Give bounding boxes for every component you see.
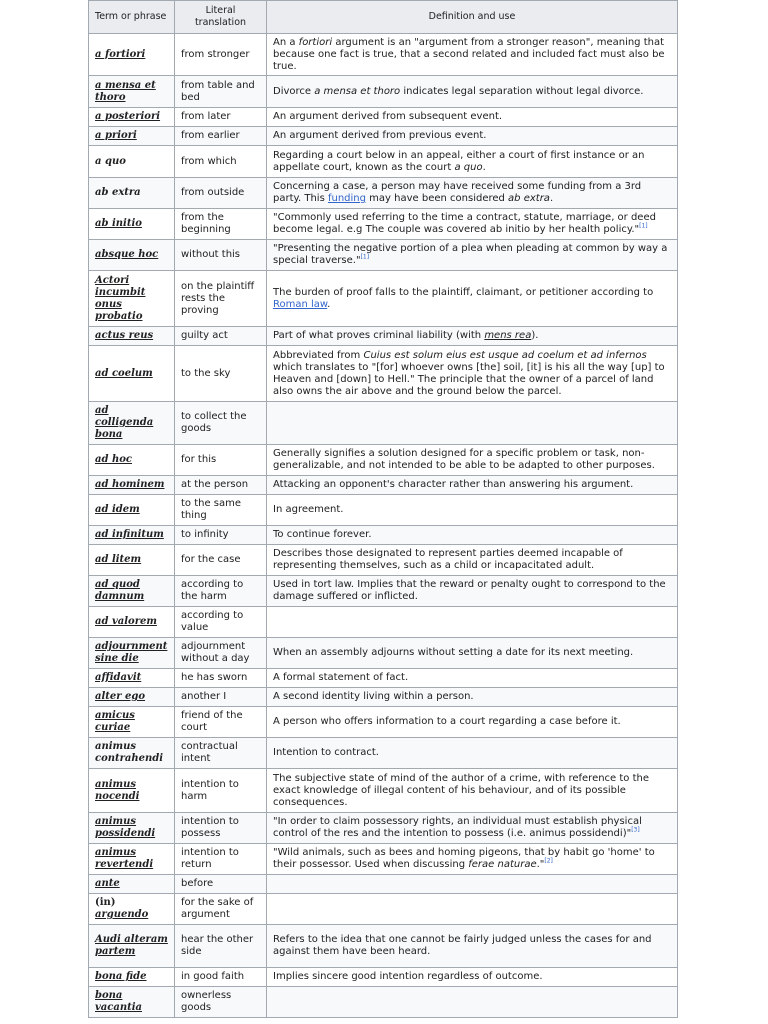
literal-translation: for this xyxy=(175,445,267,476)
table-row xyxy=(89,738,678,769)
table-row xyxy=(89,327,678,346)
table-row xyxy=(89,669,678,688)
definition: "Wild animals, such as bees and homing pigeons, that by habit go 'home' to their possessor. Used when discussing ferae naturae."[2] xyxy=(267,844,678,875)
term-text: a quo xyxy=(89,146,175,178)
definition: The subjective state of mind of the author of a crime, with reference to the exact knowledge of illegal content of his behaviour, and of its possible consequences. xyxy=(267,769,678,813)
citation-link[interactable]: [2] xyxy=(544,857,553,865)
literal-translation: according to the harm xyxy=(175,576,267,607)
definition: A second identity living within a person. xyxy=(267,688,678,707)
term-link[interactable]: animus possidendi xyxy=(89,813,175,844)
term-link[interactable]: ad hoc xyxy=(89,445,175,476)
literal-translation: according to value xyxy=(175,607,267,638)
definition: An a fortiori argument is an "argument from a stronger reason", meaning that because one fact is true, that a second related and included fact must also be true. xyxy=(267,34,678,76)
definition: An argument derived from subsequent event. xyxy=(267,108,678,127)
literal-translation: contractual intent xyxy=(175,738,267,769)
term-link[interactable]: ad coelum xyxy=(89,346,175,402)
table-row xyxy=(89,707,678,738)
term-link[interactable]: a posteriori xyxy=(89,108,175,127)
term-link[interactable]: a mensa et thoro xyxy=(89,76,175,108)
table-row xyxy=(89,34,678,76)
table-row xyxy=(89,402,678,445)
term-link[interactable]: adjournment sine die xyxy=(89,638,175,669)
literal-translation: for the case xyxy=(175,545,267,576)
literal-translation: before xyxy=(175,875,267,894)
term-link[interactable]: ad idem xyxy=(89,495,175,526)
definition xyxy=(267,875,678,894)
table-row xyxy=(89,108,678,127)
definition: Abbreviated from Cuius est solum eius est usque ad coelum et ad infernos which translates to "[for] whoever owns [the] soil, [it] is his all the way [up] to Heaven and [down] to Hell." The principle that the owner of a parcel of land also owns the air above and the ground below the parcel. xyxy=(267,346,678,402)
literal-translation: friend of the court xyxy=(175,707,267,738)
definition: Part of what proves criminal liability (with mens rea). xyxy=(267,327,678,346)
literal-translation: to collect the goods xyxy=(175,402,267,445)
table-row xyxy=(89,76,678,108)
legal-terms-table xyxy=(88,0,678,1018)
term-link[interactable]: ad colligenda bona xyxy=(89,402,175,445)
literal-translation: ownerless goods xyxy=(175,987,267,1018)
literal-translation: from earlier xyxy=(175,127,267,146)
literal-translation: on the plaintiff rests the proving xyxy=(175,271,267,327)
roman-law-link[interactable]: Roman law xyxy=(273,298,328,310)
table-row xyxy=(89,271,678,327)
definition: Intention to contract. xyxy=(267,738,678,769)
mens-rea-link[interactable]: mens rea xyxy=(484,330,532,341)
term-link[interactable]: ante xyxy=(89,875,175,894)
definition: "Commonly used referring to the time a contract, statute, marriage, or deed become legal. e.g The couple was covered ab initio by her health policy."[1] xyxy=(267,209,678,240)
literal-translation: from stronger xyxy=(175,34,267,76)
table-row xyxy=(89,968,678,987)
header-literal: Literal translation xyxy=(175,1,267,34)
definition xyxy=(267,894,678,925)
definition: Attacking an opponent's character rather than answering his argument. xyxy=(267,476,678,495)
table-row xyxy=(89,445,678,476)
definition: To continue forever. xyxy=(267,526,678,545)
definition: "In order to claim possessory rights, an individual must establish physical control of the res and the intention to possess (i.e. animus possidendi)"[3] xyxy=(267,813,678,844)
term-link[interactable]: alter ego xyxy=(89,688,175,707)
definition: Concerning a case, a person may have received some funding from a 3rd party. This funding may have been considered ab extra. xyxy=(267,178,678,209)
citation-link[interactable]: [1] xyxy=(639,222,648,230)
table-row xyxy=(89,925,678,968)
definition: The burden of proof falls to the plaintiff, claimant, or petitioner according to Roman law. xyxy=(267,271,678,327)
table-row xyxy=(89,813,678,844)
table-header-row xyxy=(89,1,678,34)
literal-translation: without this xyxy=(175,240,267,271)
term-link[interactable]: amicus curiae xyxy=(89,707,175,738)
definition: A person who offers information to a court regarding a case before it. xyxy=(267,707,678,738)
term-link[interactable]: animus revertendi xyxy=(89,844,175,875)
literal-translation: from the beginning xyxy=(175,209,267,240)
term-link[interactable]: Actori incumbit onus probatio xyxy=(89,271,175,327)
literal-translation: intention to return xyxy=(175,844,267,875)
literal-translation: from later xyxy=(175,108,267,127)
table-row xyxy=(89,240,678,271)
literal-translation: from outside xyxy=(175,178,267,209)
table-row xyxy=(89,526,678,545)
term-link[interactable]: actus reus xyxy=(89,327,175,346)
literal-translation: at the person xyxy=(175,476,267,495)
literal-translation: adjournment without a day xyxy=(175,638,267,669)
literal-translation: from table and bed xyxy=(175,76,267,108)
table-row xyxy=(89,875,678,894)
table-row xyxy=(89,545,678,576)
definition: A formal statement of fact. xyxy=(267,669,678,688)
term-link[interactable]: a priori xyxy=(89,127,175,146)
table-row xyxy=(89,607,678,638)
citation-link[interactable]: [1] xyxy=(360,253,370,261)
literal-translation: in good faith xyxy=(175,968,267,987)
definition xyxy=(267,402,678,445)
citation-link[interactable]: [3] xyxy=(631,826,640,834)
literal-translation: intention to possess xyxy=(175,813,267,844)
term-link[interactable]: bona vacantia xyxy=(89,987,175,1018)
definition: Refers to the idea that one cannot be fairly judged unless the cases for and against them have been heard. xyxy=(267,925,678,968)
term-text: animus contrahendi xyxy=(89,738,175,769)
definition: An argument derived from previous event. xyxy=(267,127,678,146)
term-link[interactable]: bona fide xyxy=(89,968,175,987)
term-link[interactable]: ad litem xyxy=(89,545,175,576)
definition: Divorce a mensa et thoro indicates legal separation without legal divorce. xyxy=(267,76,678,108)
literal-translation: another I xyxy=(175,688,267,707)
definition: Used in tort law. Implies that the reward or penalty ought to correspond to the damage suffered or inflicted. xyxy=(267,576,678,607)
table-row xyxy=(89,495,678,526)
literal-translation: intention to harm xyxy=(175,769,267,813)
term-link[interactable]: ab initio xyxy=(89,209,175,240)
table-row xyxy=(89,127,678,146)
table-row xyxy=(89,178,678,209)
table-row xyxy=(89,638,678,669)
definition: "Presenting the negative portion of a plea when pleading at common by way a special traverse."[1] xyxy=(267,240,678,271)
term-link[interactable]: affidavit xyxy=(89,669,175,688)
term-link[interactable]: ad valorem xyxy=(89,607,175,638)
term-link[interactable]: ad hominem xyxy=(89,476,175,495)
definition xyxy=(267,607,678,638)
table-row xyxy=(89,476,678,495)
table-row xyxy=(89,769,678,813)
term-link[interactable]: a fortiori xyxy=(89,34,175,76)
table-row xyxy=(89,346,678,402)
term-link[interactable]: animus nocendi xyxy=(89,769,175,813)
definition: When an assembly adjourns without setting a date for its next meeting. xyxy=(267,638,678,669)
literal-translation: he has sworn xyxy=(175,669,267,688)
table-row xyxy=(89,146,678,178)
definition: Regarding a court below in an appeal, either a court of first instance or an appellate court, known as the court a quo. xyxy=(267,146,678,178)
definition: Implies sincere good intention regardless of outcome. xyxy=(267,968,678,987)
literal-translation: guilty act xyxy=(175,327,267,346)
literal-translation: to the same thing xyxy=(175,495,267,526)
literal-translation: from which xyxy=(175,146,267,178)
header-term: Term or phrase xyxy=(89,1,175,34)
definition xyxy=(267,987,678,1018)
table-row xyxy=(89,209,678,240)
table-row xyxy=(89,987,678,1018)
term-link[interactable]: ad infinitum xyxy=(89,526,175,545)
definition: Describes those designated to represent parties deemed incapable of representing themselves, such as a child or incapacitated adult. xyxy=(267,545,678,576)
table-row xyxy=(89,894,678,925)
term-link[interactable]: Audi alteram partem xyxy=(89,925,175,968)
term-link[interactable]: (in) arguendo xyxy=(89,894,175,925)
definition: In agreement. xyxy=(267,495,678,526)
term-text: ab extra xyxy=(89,178,175,209)
term-link[interactable]: ad quod damnum xyxy=(89,576,175,607)
term-link[interactable]: absque hoc xyxy=(89,240,175,271)
literal-translation: hear the other side xyxy=(175,925,267,968)
funding-link[interactable]: funding xyxy=(327,193,366,204)
definition: Generally signifies a solution designed for a specific problem or task, non-generalizable, and not intended to be able to be adapted to other purposes. xyxy=(267,445,678,476)
literal-translation: to infinity xyxy=(175,526,267,545)
table-row xyxy=(89,688,678,707)
table-row xyxy=(89,576,678,607)
header-definition: Definition and use xyxy=(267,1,678,34)
literal-translation: for the sake of argument xyxy=(175,894,267,925)
table-row xyxy=(89,844,678,875)
literal-translation: to the sky xyxy=(175,346,267,402)
